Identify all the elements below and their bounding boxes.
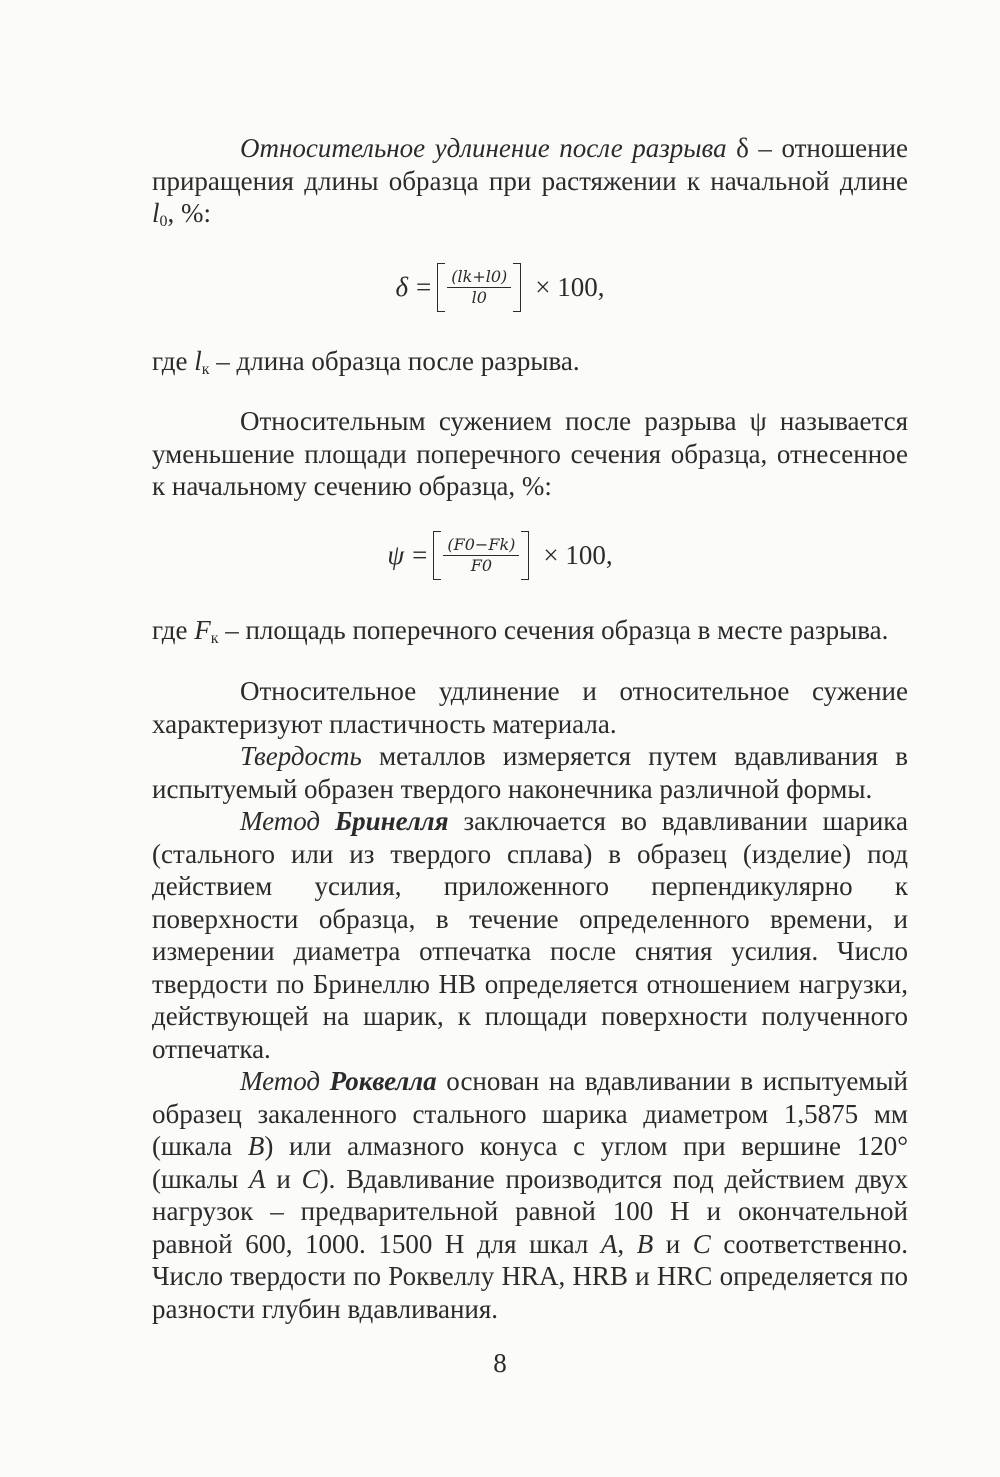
body-text bbox=[152, 675, 908, 1325]
paragraph-hardness: Твердость металлов измеряется путем вдавливания в испытуемый образен твердого наконечника различной формы. bbox=[152, 741, 908, 804]
paragraph-brinell: Метод Бринелля заключается во вдавливании шарика (стального или из твердого сплава) в образец (изделие) под действием усилия, приложенного перпендикулярно к поверхности образца, в течение определенного времени, и измерении диаметра отпечатка после снятия усилия. Число твердости по Бринеллю НВ определяется отношением нагрузки, действующей на шарик, к площади поверхности полученного отпечатка. bbox=[152, 806, 909, 1064]
paragraph-contraction: Относительным сужением после разрыва ψ называется уменьшение площади поперечного сечения образца, отнесенное к начальному сечению образца, %: bbox=[152, 406, 908, 501]
fraction-numerator: (lk+l0) bbox=[447, 267, 511, 288]
fraction-numerator: (F0−Fk) bbox=[443, 535, 519, 556]
paragraph-elongation: Относительное удлинение после разрыва δ – отношение приращения длины образца при растяжении к начальной длине $l_0$, %: bbox=[152, 133, 908, 230]
fraction-denominator: l0 bbox=[471, 287, 487, 307]
page-number: 8 bbox=[493, 1348, 507, 1378]
fraction-denominator: F0 bbox=[470, 555, 493, 575]
fraction bbox=[433, 535, 529, 576]
paragraph-plasticity: Относительное удлинение и относительное сужение характеризуют пластичность материала. bbox=[152, 676, 908, 739]
formula-contraction: ψ = $\frac{(F0-Fk)}{F0}$ × 100, bbox=[387, 534, 613, 575]
note-fk: где $F_к$ – площадь поперечного сечения образца в месте разрыва. bbox=[152, 615, 889, 647]
note-lk: где $l_к$ – длина образца после разрыва. bbox=[152, 346, 580, 378]
paragraph-rockwell: Метод Роквелла основан на вдавливании в испытуемый образец закаленного стального шарика диаметром 1,5875 мм (шкала В) или алмазного конуса с углом при вершине 120° (шкалы А и С). Вдавливание производится под действием двух нагрузок – предварительной равной 100 Н и окончательной равной 600, 1000. 1500 Н для шкал А, В и С соответственно. Число твердости по Роквеллу HRA, HRB и HRC определяется по разности глубин вдавливания. bbox=[152, 1066, 909, 1324]
term-elongation: Относительное удлинение после разрыва bbox=[240, 133, 727, 163]
formula-elongation: δ = $\frac{(lk+l0)}{l0}$ × 100, bbox=[395, 266, 605, 307]
fraction bbox=[437, 267, 521, 308]
